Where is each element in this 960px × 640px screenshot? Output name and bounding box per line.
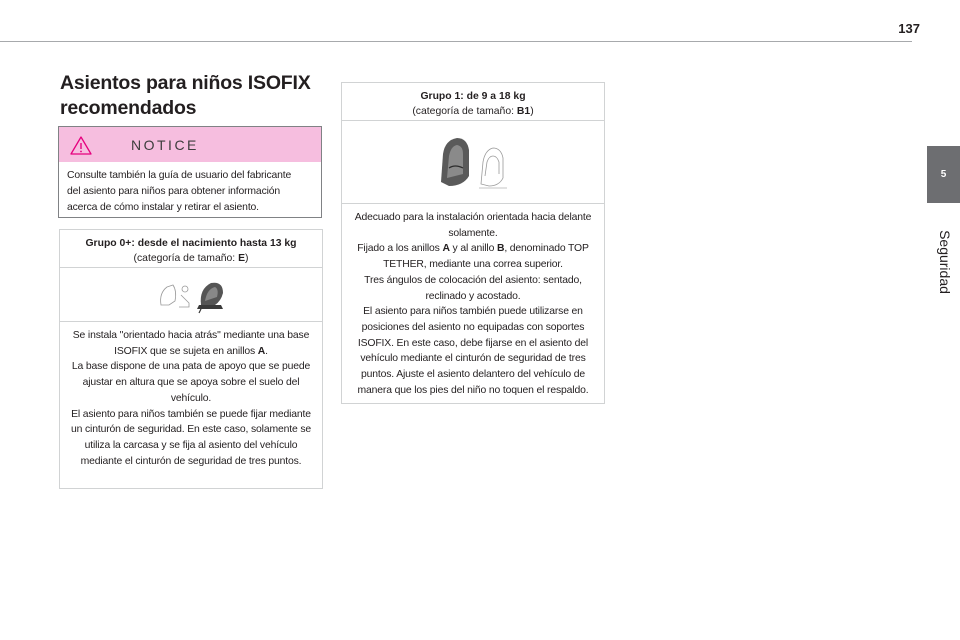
heading-line-1: Asientos para niños ISOFIX (60, 72, 311, 94)
rear-facing-baby-seat-illustration (155, 275, 227, 315)
section-heading (60, 71, 330, 121)
group-1-paragraph: Tres ángulos de colocación del asiento: sentado, reclinado y acostado. (364, 274, 582, 302)
chapter-tab[interactable] (927, 146, 960, 203)
group-1-header (342, 83, 604, 121)
chapter-label: Seguridad (937, 230, 953, 294)
notice-line: Consulte también la guía de usuario del fabricante (67, 170, 292, 181)
notice-line: acerca de cómo instalar y retirar el asiento. (67, 202, 259, 214)
group-1-title: Grupo 1: de 9 a 18 kg (420, 91, 526, 102)
group-0-plus-paragraph: La base dispone de una pata de apoyo que se puede ajustar en altura que se apoya sobre el suelo del vehículo. (71, 361, 311, 404)
group-1-paragraph: Adecuado para la instalación orientada hacia delante solamente. (354, 212, 592, 239)
group-0-plus-card (59, 229, 323, 489)
group-0-plus-image-cell (60, 268, 322, 322)
group-0-plus-paragraph: Se instala "orientado hacia atrás" mediante una base ISOFIX que se sujeta en anillos A. (72, 330, 310, 357)
warning-triangle-icon (70, 136, 92, 155)
group-1-size-category: (categoría de tamaño: B1) (412, 106, 534, 117)
group-0-plus-size-category: (categoría de tamaño: E) (133, 253, 249, 264)
notice-title: NOTICE (131, 137, 199, 153)
group-1-description (342, 204, 604, 398)
notice-line: del asiento para niños para obtener información (67, 186, 281, 198)
page-number: 137 (898, 21, 920, 36)
group-1-image-cell (342, 121, 604, 204)
header-divider (0, 41, 912, 42)
group-0-plus-title: Grupo 0+: desde el nacimiento hasta 13 kg (85, 238, 297, 249)
chapter-number: 5 (940, 169, 947, 180)
notice-header (59, 127, 321, 162)
forward-facing-child-seat-illustration (433, 132, 513, 192)
group-0-plus-paragraph: El asiento para niños también se puede fijar mediante un cinturón de seguridad. En este caso, solamente se utiliza la carcasa y se fija al asiento del vehículo mediante el cinturón de seguridad de tres puntos. (71, 408, 311, 467)
group-0-plus-header (60, 230, 322, 268)
notice-text (59, 162, 321, 217)
group-1-paragraph: El asiento para niños también puede utilizarse en posiciones del asiento no equipadas con soportes ISOFIX. En este caso, debe fijarse en el asiento del vehículo mediante el cinturón de seguridad de tres puntos. Ajuste el asiento delantero del vehículo de manera que los pies del niño no toquen el respaldo. (357, 306, 589, 396)
group-1-card (341, 82, 605, 404)
group-1-paragraph: Fijado a los anillos A y al anillo B, denominado TOP TETHER, mediante una correa superior. (357, 243, 589, 271)
heading-line-2: recomendados (60, 97, 197, 119)
group-0-plus-description (60, 322, 322, 469)
notice-box (58, 126, 322, 218)
